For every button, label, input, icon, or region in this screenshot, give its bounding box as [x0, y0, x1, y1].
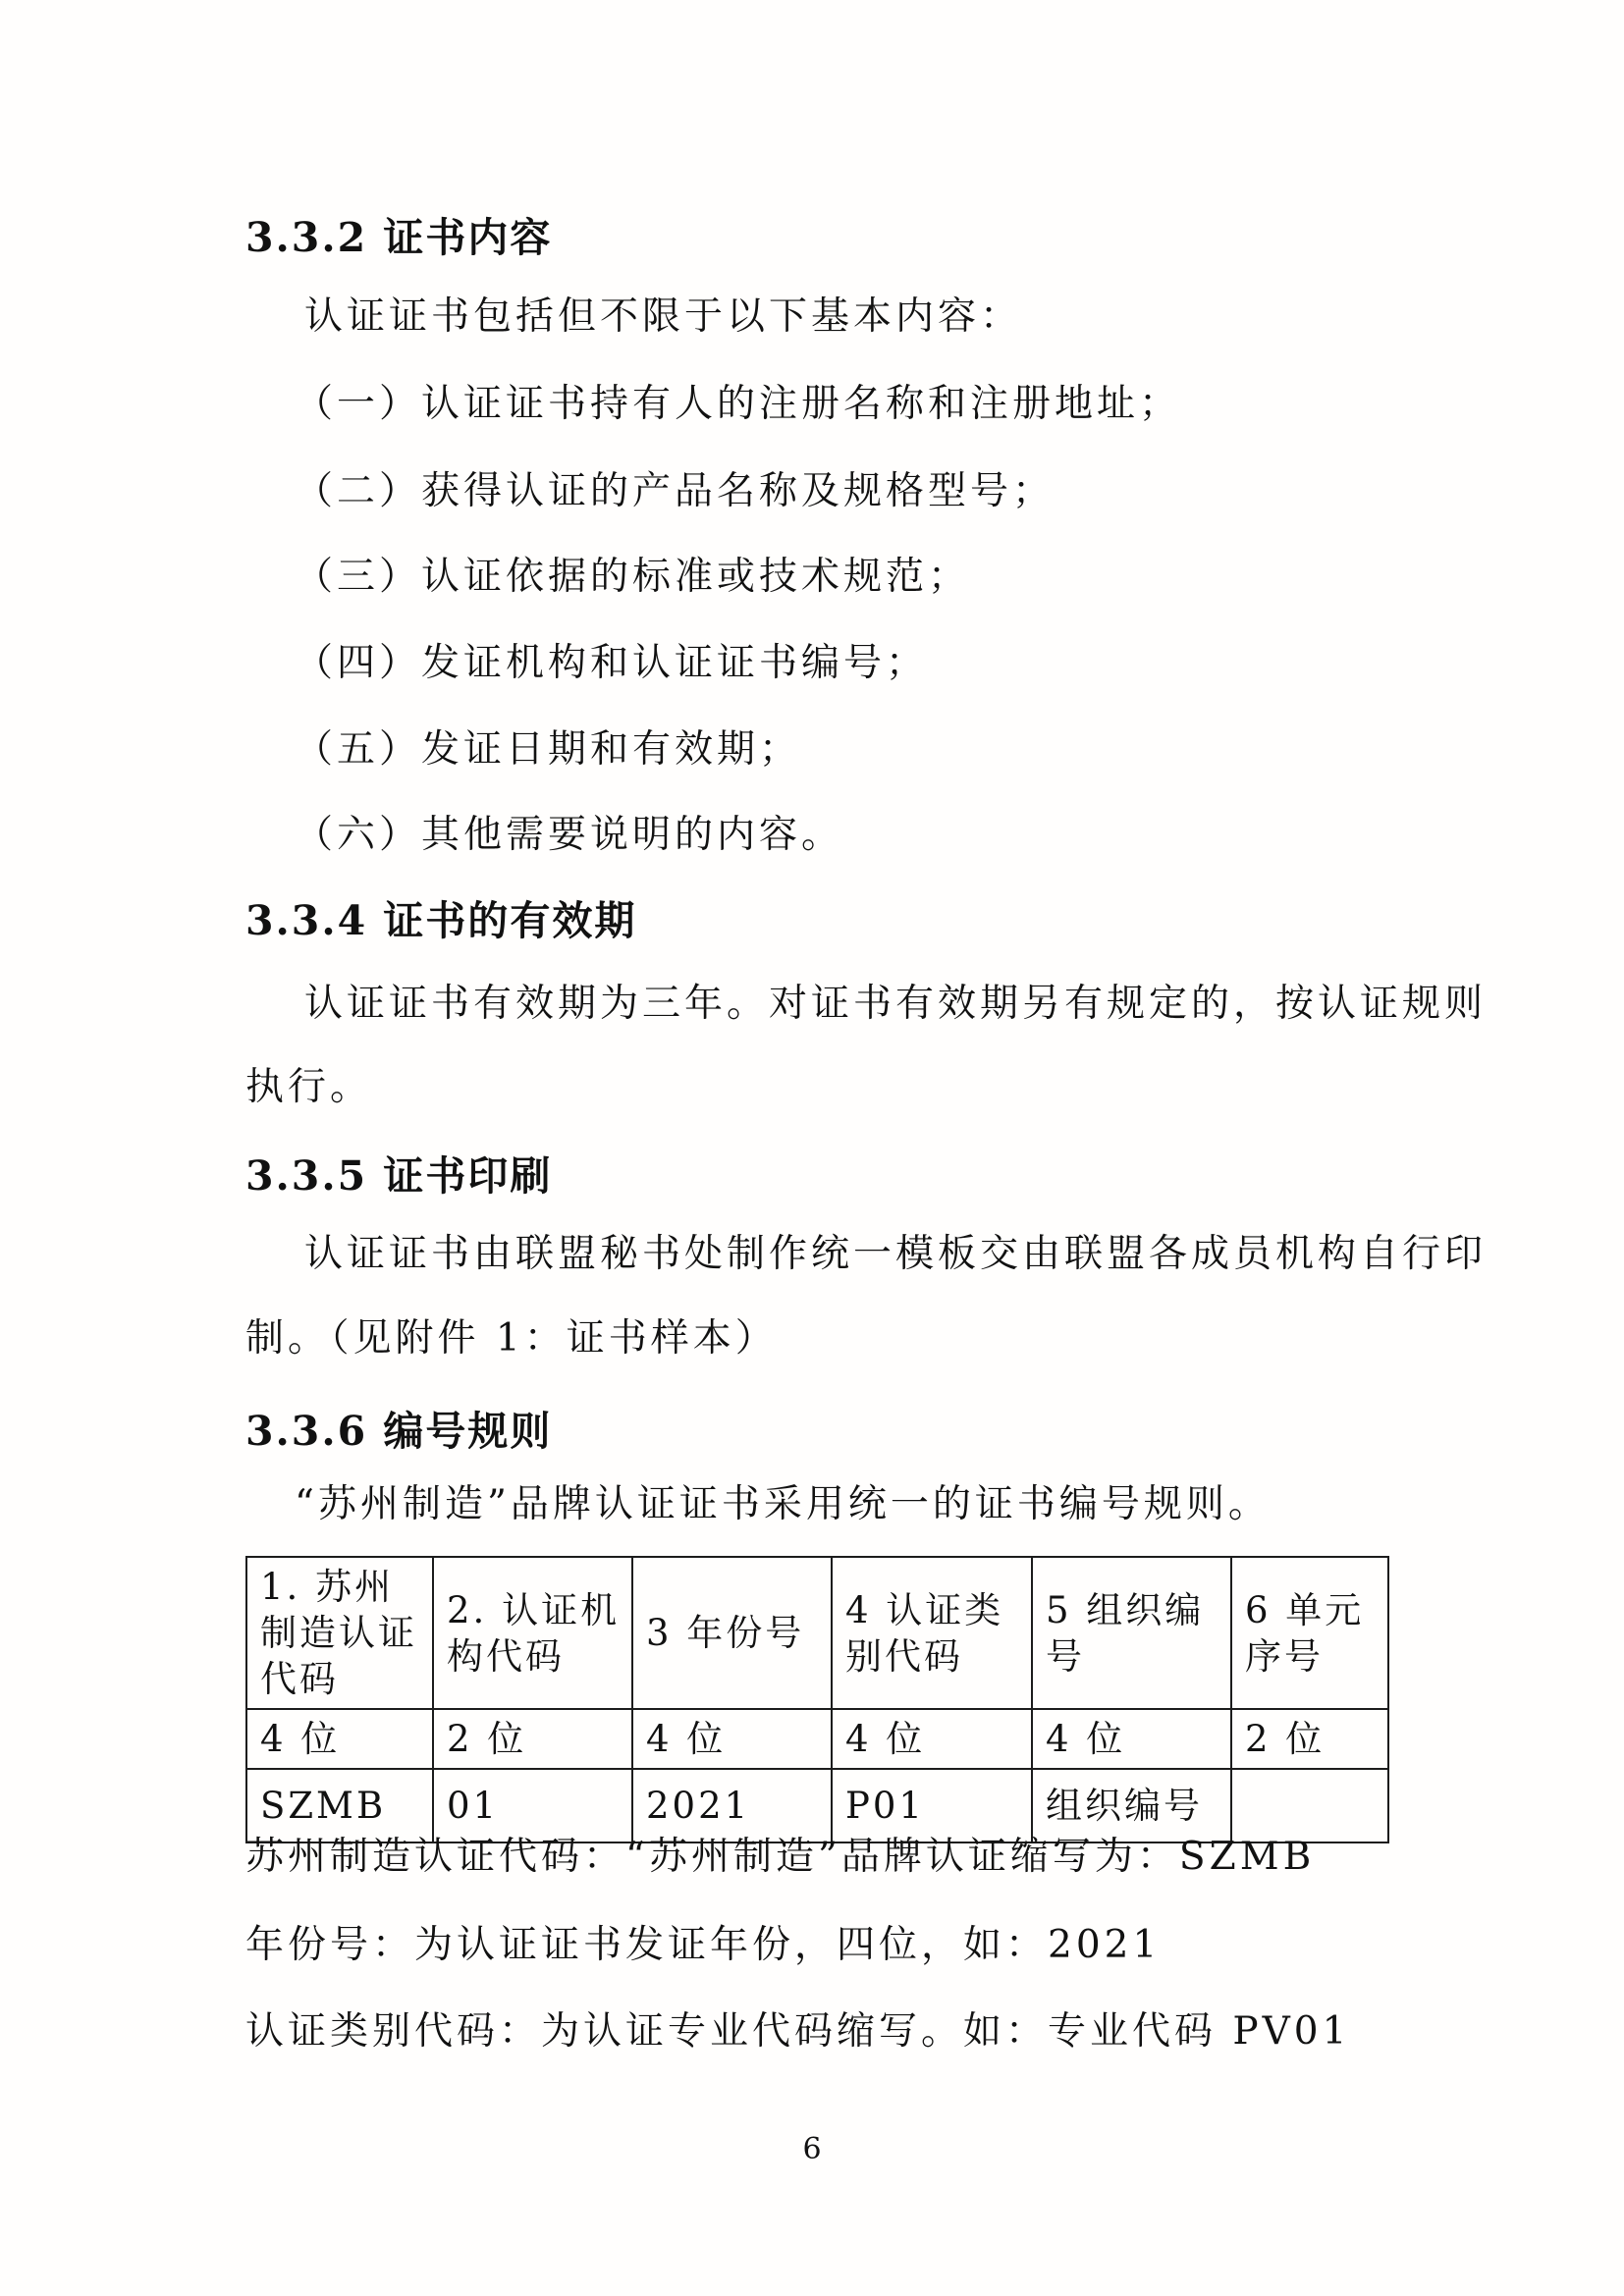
table-cell: 2 位	[433, 1709, 632, 1769]
list-item-5: （五）发证日期和有效期；	[295, 727, 802, 772]
section-heading-3-3-6: 3.3.6 编号规则	[245, 1408, 553, 1455]
section-heading-3-3-4: 3.3.4 证书的有效期	[245, 897, 637, 944]
table-header-cell: 4 认证类别代码	[832, 1557, 1032, 1709]
table-row	[246, 1769, 1388, 1842]
table-header-cell: 1. 苏州制造认证代码	[246, 1557, 433, 1709]
paragraph-line: 年份号：为认证证书发证年份，四位，如：2021	[245, 1923, 1162, 1967]
list-item-3: （三）认证依据的标准或技术规范；	[295, 555, 971, 599]
table-cell: 4 位	[246, 1709, 433, 1769]
table-cell: 4 位	[832, 1709, 1032, 1769]
paragraph-line: “苏州制造”品牌认证证书采用统一的证书编号规则。	[295, 1482, 1271, 1526]
table-cell	[1231, 1769, 1388, 1842]
table-header-cell: 6 单元序号	[1231, 1557, 1388, 1709]
paragraph-line: 认证证书由联盟秘书处制作统一模板交由联盟各成员机构自行印	[304, 1232, 1488, 1276]
table-header-cell: 2. 认证机构代码	[433, 1557, 632, 1709]
table-cell: 01	[433, 1769, 632, 1842]
section-heading-3-3-2: 3.3.2 证书内容	[245, 214, 553, 261]
table-header-cell: 3 年份号	[632, 1557, 832, 1709]
list-item-6: （六）其他需要说明的内容。	[295, 813, 844, 857]
table-cell: P01	[832, 1769, 1032, 1842]
table-cell: 4 位	[632, 1709, 832, 1769]
paragraph-line: 认证证书有效期为三年。对证书有效期另有规定的，按认证规则	[304, 982, 1488, 1026]
paragraph-line: 制。（见附件 1：证书样本）	[245, 1316, 778, 1361]
table-row	[246, 1709, 1388, 1769]
list-item-1: （一）认证证书持有人的注册名称和注册地址；	[295, 382, 1182, 426]
list-item-4: （四）发证机构和认证证书编号；	[295, 641, 929, 685]
table-cell: SZMB	[246, 1769, 433, 1842]
table-cell: 组织编号	[1032, 1769, 1231, 1842]
section-heading-3-3-5: 3.3.5 证书印刷	[245, 1152, 553, 1200]
list-item-2: （二）获得认证的产品名称及规格型号；	[295, 469, 1056, 513]
paragraph-line: 苏州制造认证代码：“苏州制造”品牌认证缩写为：SZMB	[245, 1835, 1316, 1879]
paragraph-line: 执行。	[245, 1065, 373, 1109]
page-number: 6	[802, 2132, 822, 2166]
paragraph-line: 认证类别代码：为认证专业代码缩写。如：专业代码 PV01	[245, 2009, 1351, 2054]
table-header-cell: 5 组织编号	[1032, 1557, 1231, 1709]
certificate-numbering-table	[245, 1556, 1389, 1843]
table-cell: 2 位	[1231, 1709, 1388, 1769]
table-cell: 4 位	[1032, 1709, 1231, 1769]
table-cell: 2021	[632, 1769, 832, 1842]
table-header-row	[246, 1557, 1388, 1709]
paragraph-line: 认证证书包括但不限于以下基本内容：	[304, 294, 1023, 339]
